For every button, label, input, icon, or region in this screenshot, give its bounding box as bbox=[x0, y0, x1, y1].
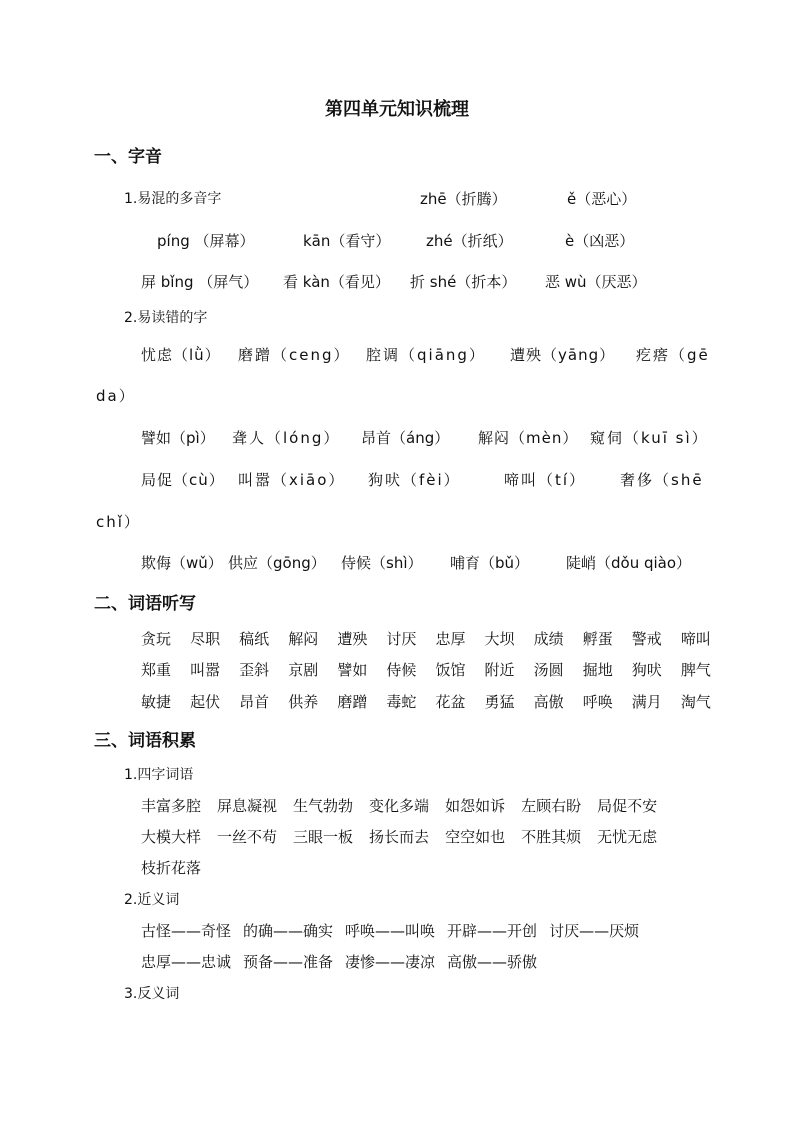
synonym-row bbox=[141, 952, 537, 972]
idiom: 大模大样 bbox=[141, 828, 202, 846]
pinyin-item: 折 shé（折本） bbox=[410, 273, 517, 291]
synonym-pair: 呼唤——叫唤 bbox=[345, 922, 436, 940]
idiom-row bbox=[141, 827, 657, 847]
idiom: 局促不安 bbox=[597, 797, 658, 815]
dictation-word: 花盆 bbox=[435, 693, 466, 711]
dictation-word: 歪斜 bbox=[239, 661, 270, 679]
subheading-synonyms: 2.近义词 bbox=[124, 892, 180, 908]
dictation-word: 叫嚣 bbox=[190, 661, 221, 679]
synonym-pair: 的确——确实 bbox=[243, 922, 334, 940]
dictation-word: 敏捷 bbox=[141, 693, 172, 711]
synonym-pair: 古怪——奇怪 bbox=[141, 922, 232, 940]
pinyin-item: 狗吠（fèi） bbox=[368, 471, 461, 489]
idiom: 扬长而去 bbox=[369, 828, 430, 846]
pinyin-item: 供应（gōng） bbox=[228, 554, 326, 572]
dictation-word: 起伏 bbox=[190, 693, 221, 711]
pinyin-item: 忧虑（lǜ） bbox=[141, 346, 221, 364]
dictation-word: 淘气 bbox=[680, 693, 711, 711]
pinyin-item: 局促（cù） bbox=[141, 471, 225, 489]
pinyin-item: 聋人（lóng） bbox=[232, 429, 341, 447]
dictation-word: 孵蛋 bbox=[582, 630, 613, 648]
dictation-word: 譬如 bbox=[337, 661, 368, 679]
dictation-word: 毒蛇 bbox=[386, 693, 417, 711]
idiom: 不胜其烦 bbox=[521, 828, 582, 846]
idiom: 生气勃勃 bbox=[293, 797, 354, 815]
dictation-word: 呼唤 bbox=[582, 693, 613, 711]
dictation-word: 附近 bbox=[484, 661, 515, 679]
page-title: 第四单元知识梳理 bbox=[325, 99, 469, 120]
word-row bbox=[141, 692, 711, 712]
dictation-word: 高傲 bbox=[533, 693, 564, 711]
pinyin-item: 奢侈（shē bbox=[620, 471, 704, 489]
pinyin-item: 腔调（qiāng） bbox=[366, 346, 486, 364]
dictation-word: 汤圆 bbox=[533, 661, 564, 679]
pinyin-item: 侍候（shì） bbox=[341, 554, 423, 572]
synonym-pair: 讨厌——厌烦 bbox=[549, 922, 640, 940]
dictation-word: 稿纸 bbox=[239, 630, 270, 648]
subheading-misread: 2.易读错的字 bbox=[124, 310, 208, 326]
pinyin-item: kān（看守） bbox=[303, 232, 391, 250]
dictation-word: 郑重 bbox=[141, 661, 172, 679]
dictation-word: 啼叫 bbox=[680, 630, 711, 648]
dictation-word: 大坝 bbox=[484, 630, 515, 648]
dictation-word: 京剧 bbox=[288, 661, 319, 679]
idiom: 一丝不苟 bbox=[217, 828, 278, 846]
pinyin-item: 看 kàn（看见） bbox=[283, 273, 390, 291]
pinyin-item: 窥伺（kuī sì） bbox=[590, 429, 709, 447]
dictation-word: 脾气 bbox=[680, 661, 711, 679]
dictation-word: 掘地 bbox=[582, 661, 613, 679]
pinyin-item: 疙瘩（gē bbox=[636, 346, 710, 364]
pinyin-item: 恶 wù（厌恶） bbox=[545, 273, 647, 291]
word-row bbox=[141, 660, 711, 680]
dictation-word: 遭殃 bbox=[337, 630, 368, 648]
subheading-antonyms: 3.反义词 bbox=[124, 986, 180, 1002]
idiom: 左顾右盼 bbox=[521, 797, 582, 815]
pinyin-item: 昂首（áng） bbox=[361, 429, 450, 447]
subheading-idioms: 1.四字词语 bbox=[124, 767, 194, 783]
synonym-row bbox=[141, 921, 639, 941]
idiom: 空空如也 bbox=[445, 828, 506, 846]
dictation-word: 狗吠 bbox=[631, 661, 662, 679]
pinyin-item-continued: da） bbox=[96, 387, 136, 405]
dictation-word: 磨蹭 bbox=[337, 693, 368, 711]
dictation-word: 成绩 bbox=[533, 630, 564, 648]
pinyin-item: 哺育（bǔ） bbox=[450, 554, 530, 572]
idiom: 枝折花落 bbox=[141, 859, 202, 877]
pinyin-item: píng （屏幕） bbox=[157, 232, 255, 250]
synonym-pair: 忠厚——忠诚 bbox=[141, 953, 232, 971]
pinyin-item: 叫嚣（xiāo） bbox=[238, 471, 346, 489]
pinyin-item: è（凶恶） bbox=[565, 232, 635, 250]
synonym-pair: 凄惨——凄凉 bbox=[345, 953, 436, 971]
idiom: 如怨如诉 bbox=[445, 797, 506, 815]
idiom-row bbox=[141, 796, 657, 816]
pinyin-item: 欺侮（wǔ） bbox=[141, 554, 223, 572]
pinyin-item: zhē（折腾） bbox=[420, 190, 507, 208]
dictation-word: 讨厌 bbox=[386, 630, 417, 648]
idiom: 屏息凝视 bbox=[217, 797, 278, 815]
pinyin-item: 遭殃（yāng） bbox=[510, 346, 616, 364]
dictation-word: 勇猛 bbox=[484, 693, 515, 711]
dictation-word: 解闷 bbox=[288, 630, 319, 648]
idiom: 丰富多腔 bbox=[141, 797, 202, 815]
subheading-polyphonic: 1.易混的多音字 bbox=[124, 191, 222, 207]
synonym-pair: 预备——准备 bbox=[243, 953, 334, 971]
pinyin-item: zhé（折纸） bbox=[426, 232, 513, 250]
idiom: 无忧无虑 bbox=[597, 828, 658, 846]
idiom: 变化多端 bbox=[369, 797, 430, 815]
section-heading-vocabulary: 三、词语积累 bbox=[94, 731, 196, 751]
dictation-word: 警戒 bbox=[631, 630, 662, 648]
pinyin-item: 譬如（pì） bbox=[141, 429, 215, 447]
section-heading-dictation: 二、词语听写 bbox=[94, 594, 196, 614]
section-heading-pronunciation: 一、字音 bbox=[94, 147, 162, 167]
pinyin-item: 陡峭（dǒu qiào） bbox=[566, 554, 692, 572]
dictation-word: 侍候 bbox=[386, 661, 417, 679]
dictation-word: 尽职 bbox=[190, 630, 221, 648]
synonym-pair: 高傲——骄傲 bbox=[447, 953, 538, 971]
dictation-word: 饭馆 bbox=[435, 661, 466, 679]
synonym-pair: 开辟——开创 bbox=[447, 922, 538, 940]
pinyin-item: 屏 bǐng （屏气） bbox=[141, 273, 259, 291]
dictation-word: 供养 bbox=[288, 693, 319, 711]
pinyin-item: ě（恶心） bbox=[567, 190, 637, 208]
pinyin-item: 磨蹭（ceng） bbox=[238, 346, 351, 364]
dictation-word: 贪玩 bbox=[141, 630, 172, 648]
dictation-word: 昂首 bbox=[239, 693, 270, 711]
pinyin-item-continued: chǐ） bbox=[96, 513, 141, 531]
dictation-word: 满月 bbox=[631, 693, 662, 711]
idiom: 三眼一板 bbox=[293, 828, 354, 846]
idiom-row bbox=[141, 858, 201, 878]
word-row bbox=[141, 629, 711, 649]
dictation-word: 忠厚 bbox=[435, 630, 466, 648]
pinyin-item: 啼叫（tí） bbox=[504, 471, 587, 489]
pinyin-item: 解闷（mèn） bbox=[478, 429, 579, 447]
